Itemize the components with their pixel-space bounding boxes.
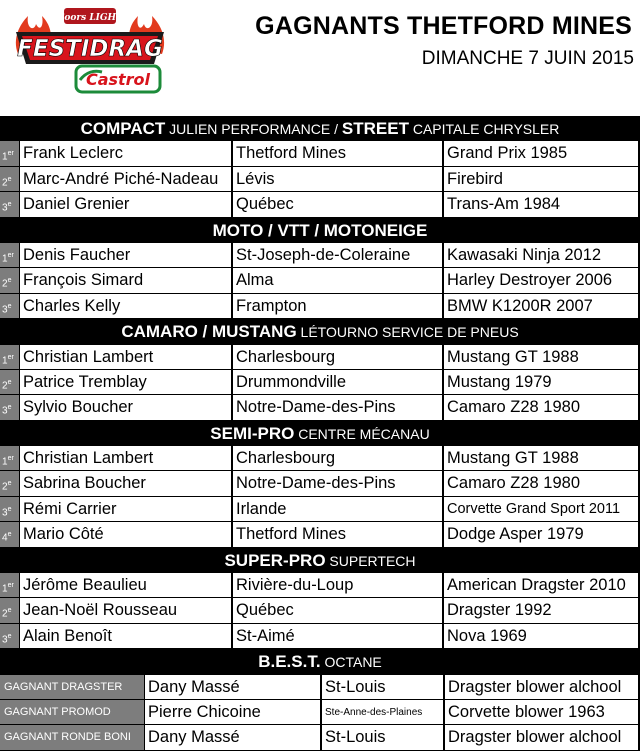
rank-suffix: e (7, 531, 12, 539)
rank-number: 2 (2, 481, 8, 493)
section-header (0, 319, 640, 344)
winner-vehicle: Camaro Z28 1980 (444, 395, 638, 419)
table-row (0, 522, 640, 547)
rank-suffix: er (7, 353, 14, 361)
rank-badge (0, 268, 20, 292)
table-row (0, 167, 640, 192)
section-sponsor: LÉTOURNO SERVICE DE PNEUS (296, 324, 519, 341)
rank-suffix: e (7, 607, 12, 615)
table-row (0, 700, 640, 725)
winner-vehicle: Kawasaki Ninja 2012 (444, 243, 638, 267)
winner-name: François Simard (20, 268, 233, 292)
rank-number: 1 (2, 583, 8, 595)
winner-city: St-Joseph-de-Coleraine (233, 243, 444, 267)
rank-number: 3 (2, 202, 8, 214)
rank-suffix: e (7, 505, 12, 513)
winner-city: St-Aimé (233, 624, 444, 648)
winner-city: Charlesbourg (233, 345, 444, 369)
table-row (0, 141, 640, 166)
rank-number: 3 (2, 405, 8, 417)
rank-badge (0, 446, 20, 470)
winner-vehicle: Dodge Asper 1979 (444, 522, 638, 546)
winner-vehicle: Grand Prix 1985 (444, 141, 638, 165)
winner-name: Jean-Noël Rousseau (20, 598, 233, 622)
winner-name: Sabrina Boucher (20, 471, 233, 495)
rank-badge (0, 395, 20, 419)
table-row (0, 345, 640, 370)
winner-city: St-Louis (322, 725, 445, 749)
winner-city: Thetford Mines (233, 141, 444, 165)
winner-city: Ste-Anne-des-Plaines (322, 700, 445, 724)
rank-suffix: er (7, 455, 14, 463)
rank-badge (0, 370, 20, 394)
rank-suffix: e (7, 302, 12, 310)
winner-city: Thetford Mines (233, 522, 444, 546)
rank-suffix: e (7, 277, 12, 285)
section-title: MOTO / VTT / MOTONEIGE (212, 220, 428, 240)
section-title: CAMARO / MUSTANG (121, 322, 297, 342)
rank-badge (0, 294, 20, 318)
rank-suffix: er (7, 150, 14, 158)
rank-number: 1 (2, 151, 8, 163)
winner-vehicle: Mustang 1979 (444, 370, 638, 394)
winner-city: Rivière-du-Loup (233, 573, 444, 597)
winner-vehicle: American Dragster 2010 (444, 573, 638, 597)
winner-vehicle: Corvette Grand Sport 2011 (444, 497, 638, 521)
winner-vehicle: Harley Destroyer 2006 (444, 268, 638, 292)
section-sponsor: OCTANE (320, 654, 382, 671)
section-title: SUPER-PRO (224, 550, 326, 570)
section-header (0, 649, 640, 674)
section-title: B.E.S.T. (258, 652, 321, 672)
winner-city: Québec (233, 192, 444, 216)
winner-city: Irlande (233, 497, 444, 521)
rank-badge (0, 522, 20, 546)
rank-suffix: er (7, 251, 14, 259)
winner-vehicle: Nova 1969 (444, 624, 638, 648)
section-sponsor: SUPERTECH (325, 552, 416, 569)
rank-badge (0, 471, 20, 495)
rank-number: 2 (2, 177, 8, 189)
rank-number: 4 (2, 532, 8, 544)
rank-number: 2 (2, 278, 8, 290)
section-title: SEMI-PRO (210, 423, 295, 443)
table-row (0, 446, 640, 471)
table-row (0, 192, 640, 217)
winner-name: Dany Massé (145, 725, 322, 749)
logo-top-text: Coors LIGHT (57, 13, 123, 23)
rank-suffix: e (7, 404, 12, 412)
winner-name: Alain Benoît (20, 624, 233, 648)
table-row (0, 675, 640, 700)
winner-city: Lévis (233, 167, 444, 191)
table-row (0, 294, 640, 319)
winner-vehicle: Trans-Am 1984 (444, 192, 638, 216)
winner-name: Christian Lambert (20, 345, 233, 369)
winner-vehicle: Dragster blower alchool (445, 675, 638, 699)
rank-suffix: e (7, 201, 12, 209)
winner-city: Frampton (233, 294, 444, 318)
rank-number: 1 (2, 456, 8, 468)
winner-name: Marc-André Piché-Nadeau (20, 167, 233, 191)
rank-badge (0, 497, 20, 521)
winner-name: Christian Lambert (20, 446, 233, 470)
rank-number: 2 (2, 608, 8, 620)
rank-badge (0, 598, 20, 622)
section-title: STREET (341, 119, 409, 138)
rank-badge (0, 243, 20, 267)
winner-city: St-Louis (322, 675, 445, 699)
rank-number: 3 (2, 507, 8, 519)
table-row (0, 471, 640, 496)
section-header (0, 421, 640, 446)
table-row (0, 268, 640, 293)
winner-name: Mario Côté (20, 522, 233, 546)
table-row (0, 573, 640, 598)
section-header (0, 548, 640, 573)
page-title: GAGNANTS THETFORD MINES (255, 12, 632, 40)
winner-city: Charlesbourg (233, 446, 444, 470)
rank-badge (0, 167, 20, 191)
winner-city: Notre-Dame-des-Pins (233, 395, 444, 419)
section-sponsor: JULIEN PERFORMANCE / (165, 121, 342, 137)
winner-vehicle: Dragster blower alchool (445, 725, 638, 749)
winner-name: Jérôme Beaulieu (20, 573, 233, 597)
table-row (0, 243, 640, 268)
winner-vehicle: Mustang GT 1988 (444, 345, 638, 369)
rank-number: 1 (2, 253, 8, 265)
logo-main-text: FESTIDRAG (17, 36, 163, 62)
winner-vehicle: Mustang GT 1988 (444, 446, 638, 470)
table-row (0, 598, 640, 623)
rank-badge (0, 192, 20, 216)
winner-vehicle: Dragster 1992 (444, 598, 638, 622)
rank-number: 1 (2, 354, 8, 366)
award-label: GAGNANT RONDE BONI (0, 725, 145, 749)
winner-city: Alma (233, 268, 444, 292)
award-label: GAGNANT PROMOD (0, 700, 145, 724)
award-label: GAGNANT DRAGSTER (0, 675, 145, 699)
section-sponsor: CENTRE MÉCANAU (294, 425, 430, 442)
section-header (0, 218, 640, 243)
section-sponsor: CAPITALE CHRYSLER (408, 121, 560, 137)
winner-name: Dany Massé (145, 675, 322, 699)
rank-suffix: er (7, 582, 14, 590)
rank-number: 3 (2, 634, 8, 646)
winner-name: Pierre Chicoine (145, 700, 322, 724)
winner-name: Patrice Tremblay (20, 370, 233, 394)
rank-number: 2 (2, 380, 8, 392)
winner-city: Québec (233, 598, 444, 622)
section-header (0, 116, 640, 141)
rank-suffix: e (7, 480, 12, 488)
table-row (0, 624, 640, 649)
table-row (0, 725, 640, 750)
rank-badge (0, 624, 20, 648)
winner-name: Daniel Grenier (20, 192, 233, 216)
rank-badge (0, 141, 20, 165)
page-subtitle: DIMANCHE 7 JUIN 2015 (421, 48, 634, 69)
winner-vehicle: BMW K1200R 2007 (444, 294, 638, 318)
winner-city: Notre-Dame-des-Pins (233, 471, 444, 495)
table-row (0, 497, 640, 522)
table-row (0, 370, 640, 395)
rank-badge (0, 345, 20, 369)
winner-vehicle: Firebird (444, 167, 638, 191)
winner-name: Frank Leclerc (20, 141, 233, 165)
winner-name: Charles Kelly (20, 294, 233, 318)
logo-bottom-text: Castrol (85, 70, 151, 89)
rank-suffix: e (7, 378, 12, 386)
winner-name: Denis Faucher (20, 243, 233, 267)
winner-vehicle: Camaro Z28 1980 (444, 471, 638, 495)
winner-city: Drummondville (233, 370, 444, 394)
winner-name: Rémi Carrier (20, 497, 233, 521)
rank-suffix: e (7, 175, 12, 183)
section-title: COMPACT (80, 119, 166, 138)
winner-vehicle: Corvette blower 1963 (445, 700, 638, 724)
rank-number: 3 (2, 304, 8, 316)
winner-name: Sylvio Boucher (20, 395, 233, 419)
results-table (0, 116, 640, 751)
festidrag-logo (10, 2, 170, 100)
rank-suffix: e (7, 632, 12, 640)
table-row (0, 395, 640, 420)
rank-badge (0, 573, 20, 597)
